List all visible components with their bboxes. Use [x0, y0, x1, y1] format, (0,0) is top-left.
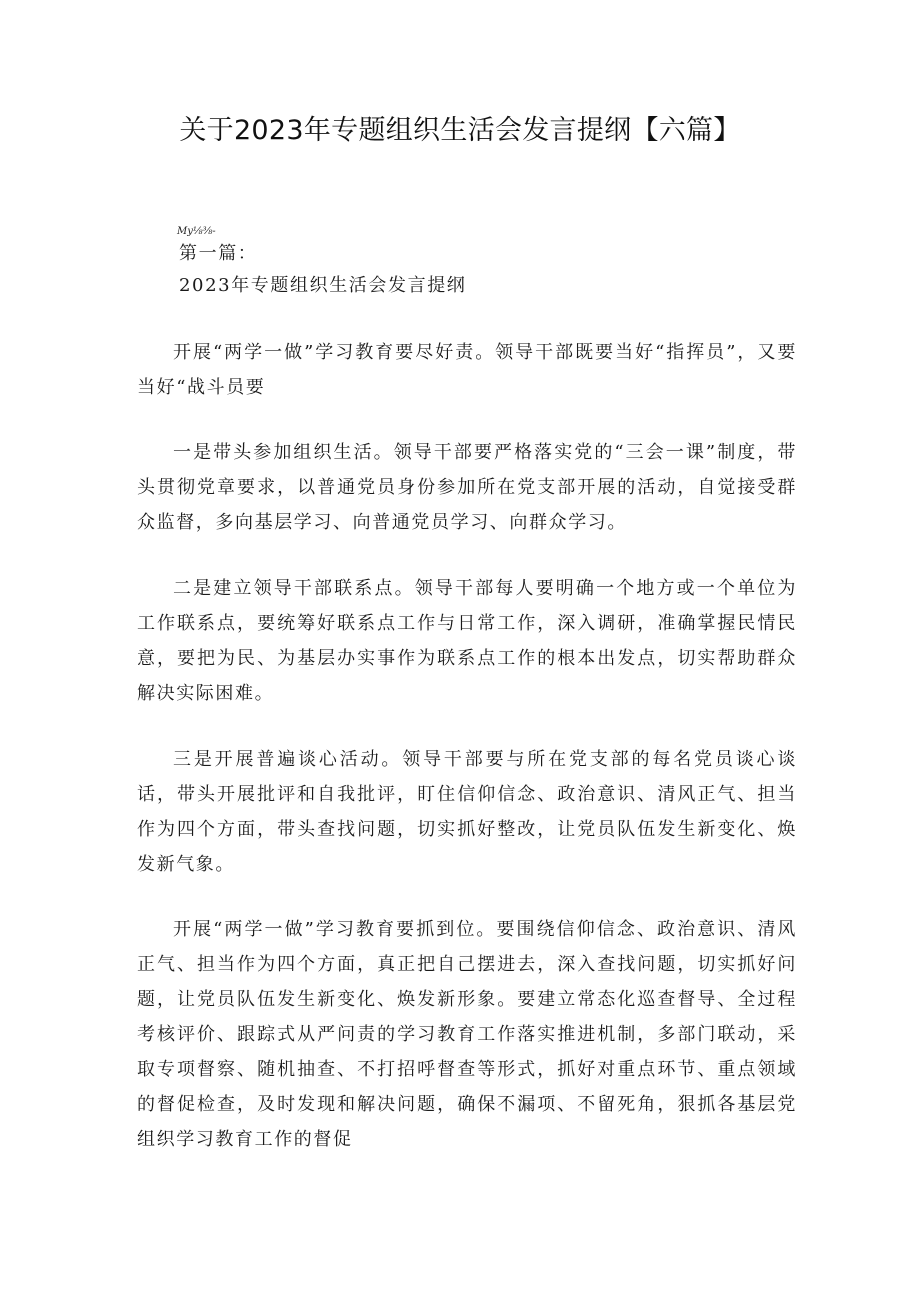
paragraph: 开展“两学一做”学习教育要尽好责。领导干部既要当好“指挥员”，又要当好“战斗员要	[137, 342, 797, 398]
section-label: 第一篇：	[179, 243, 258, 264]
paragraph-2-block	[137, 435, 797, 540]
document-title: 关于2023年专题组织生活会发言提纲【六篇】	[179, 115, 741, 146]
stamp-mark: My⅛⅜-	[177, 226, 216, 237]
paragraph: 一是带头参加组织生活。领导干部要严格落实党的“三会一课”制度，带头贯彻党章要求，以普通党员身份参加所在党支部开展的活动，自觉接受群众监督，多向基层学习、向普通党员学习、向群众学习。	[137, 442, 797, 533]
section-subtitle: 2023年专题组织生活会发言提纲	[179, 275, 467, 296]
paragraph: 三是开展普遍谈心活动。领导干部要与所在党支部的每名党员谈心谈话，带头开展批评和自我批评，盯住信仰信念、政治意识、清风正气、担当作为四个方面，带头查找问题，切实抓好整改，让党员队伍发生新变化、焕发新气象。	[137, 749, 797, 875]
paragraph-4-block	[137, 742, 797, 882]
paragraph-1-block	[137, 335, 797, 405]
paragraph-3-block	[137, 571, 797, 711]
paragraph: 二是建立领导干部联系点。领导干部每人要明确一个地方或一个单位为工作联系点，要统筹好联系点工作与日常工作，深入调研，准确掌握民情民意，要把为民、为基层办实事作为联系点工作的根本出发点，切实帮助群众解决实际困难。	[137, 578, 797, 704]
paragraph-5-block	[137, 912, 797, 1157]
paragraph: 开展“两学一做”学习教育要抓到位。要围绕信仰信念、政治意识、清风正气、担当作为四个方面，真正把自己摆进去，深入查找问题，切实抓好问题，让党员队伍发生新变化、焕发新形象。要建立常态化巡查督导、全过程考核评价、跟踪式从严问责的学习教育工作落实推进机制，多部门联动，采取专项督察、随机抽查、不打招呼督查等形式，抓好对重点环节、重点领域的督促检查，及时发现和解决问题，确保不漏项、不留死角，狠抓各基层党组织学习教育工作的督促	[137, 919, 797, 1150]
